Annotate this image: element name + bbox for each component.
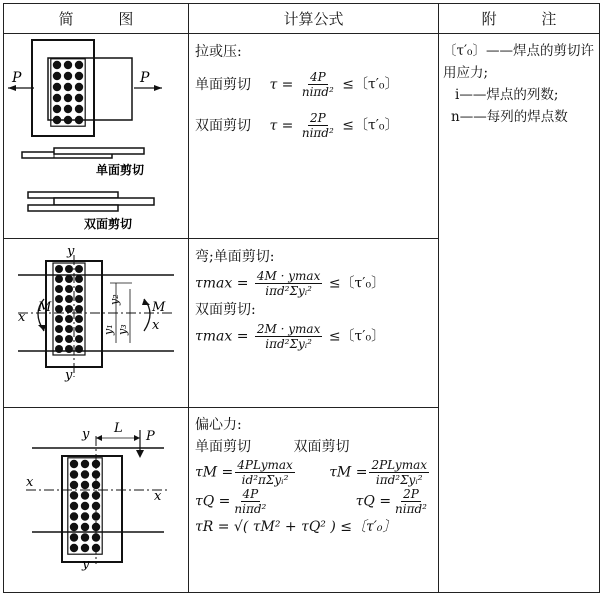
weld-dot <box>92 491 100 499</box>
label-P-left: P <box>12 70 22 86</box>
label-P-right: P <box>140 70 150 86</box>
eccentric-fa-num: 4PLymax <box>237 458 293 472</box>
weld-dot <box>81 512 89 520</box>
weld-dot <box>75 295 83 303</box>
double-shear-label: 双面剪切 <box>84 217 133 231</box>
eccentric-diagram-svg <box>4 408 189 588</box>
bending-f1-num: 4M · ymax <box>256 269 321 283</box>
weld-dot <box>65 285 73 293</box>
weld-dot <box>70 491 78 499</box>
tension-f1-lhs: τ = <box>269 76 294 93</box>
notes-cell <box>439 34 600 593</box>
weld-dots <box>53 263 85 355</box>
diagram-eccentric <box>4 408 189 593</box>
bending-diagram-svg <box>4 239 189 403</box>
eccentric-fa-den: id²πΣyᵢ² <box>241 473 289 487</box>
note-points: n——每列的焊点数 <box>451 109 568 125</box>
weld-dot <box>70 502 78 510</box>
diagram-bending <box>4 239 189 408</box>
weld-dot <box>75 325 83 333</box>
note-allowable-stress: 〔τ′₀〕——焊点的剪切许用应力; <box>443 43 594 81</box>
label-y-bottom: y <box>65 368 73 383</box>
tension-intro: 拉或压: <box>195 44 242 60</box>
header-formula: 计算公式 <box>189 4 439 34</box>
label-x-right: x <box>152 318 160 333</box>
bending-f2-num: 2M · ymax <box>256 322 321 336</box>
weld-dot <box>70 523 78 531</box>
label-y1: y₁ <box>102 324 115 335</box>
bending-intro: 弯;单面剪切: <box>195 249 275 265</box>
label-y-bottom: y <box>82 557 90 572</box>
eccentric-resultant: τR = √( τM² + τQ² ) ≤〔τ′₀〕 <box>195 519 397 535</box>
weld-dot <box>55 285 63 293</box>
weld-dot <box>81 491 89 499</box>
weld-dot <box>65 275 73 283</box>
weld-dot <box>64 83 72 91</box>
weld-dot <box>55 345 63 353</box>
weld-dot <box>55 275 63 283</box>
weld-dot <box>53 116 61 124</box>
weld-dot <box>55 265 63 273</box>
weld-dot <box>81 533 89 541</box>
weld-dot <box>65 335 73 343</box>
weld-dot <box>92 544 100 552</box>
weld-dot <box>75 335 83 343</box>
weld-dot <box>75 94 83 102</box>
eccentric-fd-lhs: τQ = <box>355 493 392 510</box>
formula-bending <box>189 239 439 408</box>
header-row <box>4 4 600 34</box>
label-y-top: y <box>67 244 75 259</box>
weld-dot <box>92 523 100 531</box>
eccentric-fc-den: niπd² <box>234 502 267 516</box>
weld-dots <box>51 59 85 126</box>
label-x-left: x <box>18 310 26 325</box>
weld-dot <box>81 481 89 489</box>
row-tension <box>4 34 600 239</box>
weld-dot <box>65 325 73 333</box>
diagram-tension <box>4 34 189 239</box>
weld-dot <box>92 533 100 541</box>
eccentric-intro: 偏心力: <box>195 417 242 433</box>
weld-dot <box>64 105 72 113</box>
tension-diagram-svg <box>4 34 189 234</box>
weld-dot <box>64 72 72 80</box>
bending-f1-lhs: τmax = <box>195 275 249 292</box>
weld-dot <box>70 512 78 520</box>
weld-dot <box>55 315 63 323</box>
eccentric-fd-den: niπd² <box>395 502 427 516</box>
eccentric-fc-num: 4P <box>242 487 259 501</box>
header-diagram: 简 图 <box>4 4 189 34</box>
weld-dot <box>75 285 83 293</box>
weld-dot <box>92 470 100 478</box>
tension-f1-den: niπd² <box>301 85 334 99</box>
weld-dot <box>75 345 83 353</box>
bending-f2-lhs: τmax = <box>195 328 249 345</box>
weld-dot <box>75 116 83 124</box>
weld-dot <box>70 544 78 552</box>
weld-dot <box>75 315 83 323</box>
eccentric-fc-lhs: τQ = <box>195 493 231 510</box>
label-y3: y₃ <box>116 324 129 335</box>
label-M-right: M <box>152 300 166 315</box>
tension-f2-lhs: τ = <box>269 117 294 134</box>
label-y2: y₂ <box>108 294 121 305</box>
weld-dot <box>53 61 61 69</box>
weld-dot <box>65 305 73 313</box>
weld-dot <box>92 512 100 520</box>
weld-dot <box>70 470 78 478</box>
weld-dot <box>75 275 83 283</box>
weld-dot <box>81 544 89 552</box>
weld-dot <box>53 72 61 80</box>
weld-dot <box>81 523 89 531</box>
tension-f2-label: 双面剪切 <box>195 117 251 134</box>
weld-dot <box>92 460 100 468</box>
formula-tension <box>189 34 439 239</box>
weld-dot <box>55 305 63 313</box>
weld-dots <box>68 458 102 554</box>
weld-dot <box>64 116 72 124</box>
weld-dot <box>55 325 63 333</box>
weld-dot <box>55 295 63 303</box>
single-shear-label: 单面剪切 <box>96 163 145 177</box>
weld-dot <box>81 502 89 510</box>
weld-dot <box>75 305 83 313</box>
eccentric-fa-lhs: τM = <box>195 464 234 481</box>
label-L: L <box>114 421 123 436</box>
header-notes: 附 注 <box>439 4 600 34</box>
weld-dot <box>70 533 78 541</box>
weld-dot <box>65 295 73 303</box>
weld-dot <box>81 460 89 468</box>
eccentric-fb-lhs: τM = <box>329 464 368 481</box>
bending-f1-den: iπd²Σyᵢ² <box>265 284 312 298</box>
tension-f2-den: niπd² <box>301 126 334 140</box>
weld-dot <box>75 61 83 69</box>
bending-f1-rhs: ≤〔τ′₀〕 <box>328 275 386 292</box>
weld-dot <box>65 345 73 353</box>
weld-dot <box>55 335 63 343</box>
weld-dot <box>70 460 78 468</box>
label-M-left: M <box>38 300 52 315</box>
tension-f1-label: 单面剪切 <box>195 76 251 93</box>
tension-f1-num: 4P <box>309 70 326 84</box>
bending-f2-den: iπd²Σyᵢ² <box>265 337 312 351</box>
label-x-right: x <box>154 489 162 504</box>
eccentric-double-label: 双面剪切 <box>293 439 350 455</box>
weld-dot <box>75 72 83 80</box>
tension-f2-rhs: ≤〔τ′₀〕 <box>342 117 399 134</box>
weld-dot <box>75 265 83 273</box>
bending-f2-label: 双面剪切: <box>195 302 256 318</box>
eccentric-fb-num: 2PLymax <box>371 458 427 472</box>
weld-dot <box>53 94 61 102</box>
weld-dot <box>75 83 83 91</box>
weld-dot <box>53 105 61 113</box>
eccentric-fd-num: 2P <box>403 487 419 501</box>
label-P: P <box>146 429 155 444</box>
weld-dot <box>92 481 100 489</box>
eccentric-fb-den: iπd²Σyᵢ² <box>375 473 423 487</box>
weld-dot <box>81 470 89 478</box>
weld-dot <box>75 105 83 113</box>
weld-dot <box>65 315 73 323</box>
formula-eccentric <box>189 408 439 593</box>
label-y-top: y <box>82 427 90 442</box>
weld-dot <box>70 481 78 489</box>
bending-f2-rhs: ≤〔τ′₀〕 <box>328 328 386 345</box>
tension-f1-rhs: ≤〔τ′₀〕 <box>342 76 399 93</box>
note-columns: i——焊点的列数; <box>455 87 559 103</box>
weld-dot <box>92 502 100 510</box>
weld-dot <box>65 265 73 273</box>
label-x-left: x <box>26 475 34 490</box>
tension-f2-num: 2P <box>309 111 326 125</box>
weld-dot <box>53 83 61 91</box>
formula-table <box>3 3 600 593</box>
eccentric-single-label: 单面剪切 <box>195 439 251 455</box>
weld-dot <box>64 94 72 102</box>
weld-dot <box>64 61 72 69</box>
